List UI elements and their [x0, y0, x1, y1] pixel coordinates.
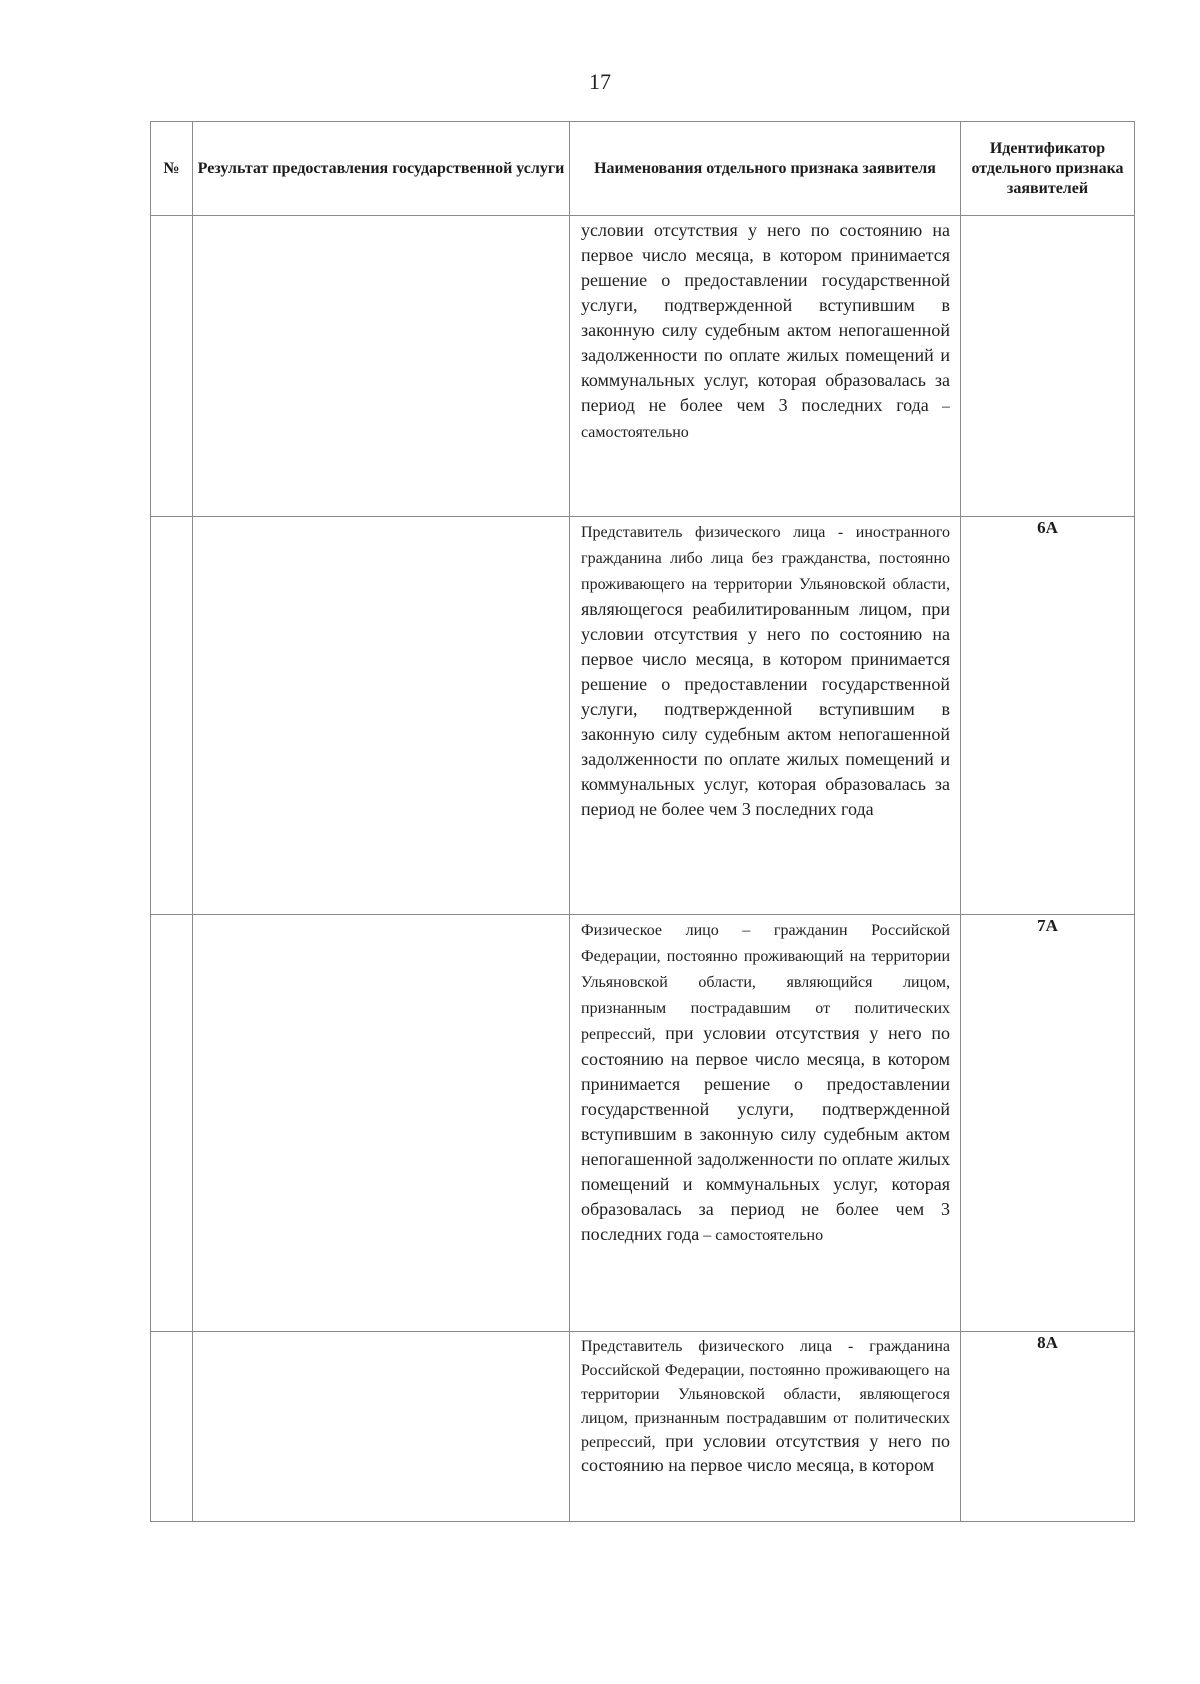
table-row	[151, 1332, 1135, 1522]
row-result-cell	[193, 915, 570, 1332]
row-number-cell	[151, 1332, 193, 1522]
table-header-row	[151, 122, 1135, 216]
page-number: 17	[589, 69, 611, 94]
feature-description-tail: – самостоятельно	[699, 1227, 824, 1244]
row-result-cell	[193, 517, 570, 915]
row-feature-id-cell: 6А	[961, 517, 1135, 915]
feature-description-main: являющегося реабилитированным лицом, при условии отсутствия у него по состоянию на первое число месяца, в котором принимается решение о предоставлении государственной услуги, подтвержденной вступившим в законную силу судебным актом непогашенной задолженности по оплате жилых помещений и коммунальных услуг, которая образовалась за период не более чем 3 последних года	[581, 599, 950, 819]
row-feature-name-cell	[570, 216, 961, 517]
feature-description	[570, 1332, 960, 1480]
applicant-features-table	[150, 121, 1135, 1522]
feature-description-head: Представитель физического лица - гражданина Российской Федерации, постоянно проживающего на территории Ульяновской области, являющегося лицом, признанным пострадавшим от политических репрессий,	[581, 1338, 950, 1451]
header-feature-id: Идентификатор отдельного признака заявителей	[961, 122, 1135, 216]
row-number-cell	[151, 517, 193, 915]
row-feature-id-cell: 7А	[961, 915, 1135, 1332]
feature-description-main: при условии отсутствия у него по состоянию на первое число месяца, в котором	[581, 1431, 950, 1475]
feature-description-main: при условии отсутствия у него по состоянию на первое число месяца, в котором принимается решение о предоставлении государственной услуги, подтвержденной вступившим в законную силу судебным актом непогашенной задолженности по оплате жилых помещений и коммунальных услуг, которая образовалась за период не более чем 3 последних года	[581, 1023, 950, 1244]
row-result-cell	[193, 216, 570, 517]
feature-description	[570, 915, 960, 1252]
feature-description	[570, 517, 960, 826]
table-row	[151, 517, 1135, 915]
row-result-cell	[193, 1332, 570, 1522]
row-feature-id-cell	[961, 216, 1135, 517]
header-feature-name: Наименования отдельного признака заявителя	[570, 122, 961, 216]
feature-description-main: условии отсутствия у него по состоянию на первое число месяца, в котором принимается решение о предоставлении государственной услуги, подтвержденной вступившим в законную силу судебным актом непогашенной задолженности по оплате жилых помещений и коммунальных услуг, которая образовалась за период не более чем 3 последних года	[581, 220, 950, 415]
header-result: Результат предоставления государственной услуги	[193, 122, 570, 216]
feature-description-head: Физическое лицо – гражданин Российской Федерации, постоянно проживающий на территории Ульяновской области, являющийся лицом, признанным пострадавшим от политических репрессий,	[581, 922, 950, 1043]
feature-description	[570, 216, 960, 449]
table-row	[151, 915, 1135, 1332]
table-row	[151, 216, 1135, 517]
row-feature-id-cell: 8А	[961, 1332, 1135, 1522]
header-number: №	[151, 122, 193, 216]
row-feature-name-cell	[570, 1332, 961, 1522]
row-number-cell	[151, 915, 193, 1332]
row-number-cell	[151, 216, 193, 517]
row-feature-name-cell	[570, 915, 961, 1332]
feature-description-head: Представитель физического лица - иностранного гражданина либо лица без гражданства, постоянно проживающего на территории Ульяновской области,	[581, 524, 950, 593]
feature-description-tail: – самостоятельно	[581, 398, 951, 441]
row-feature-name-cell	[570, 517, 961, 915]
